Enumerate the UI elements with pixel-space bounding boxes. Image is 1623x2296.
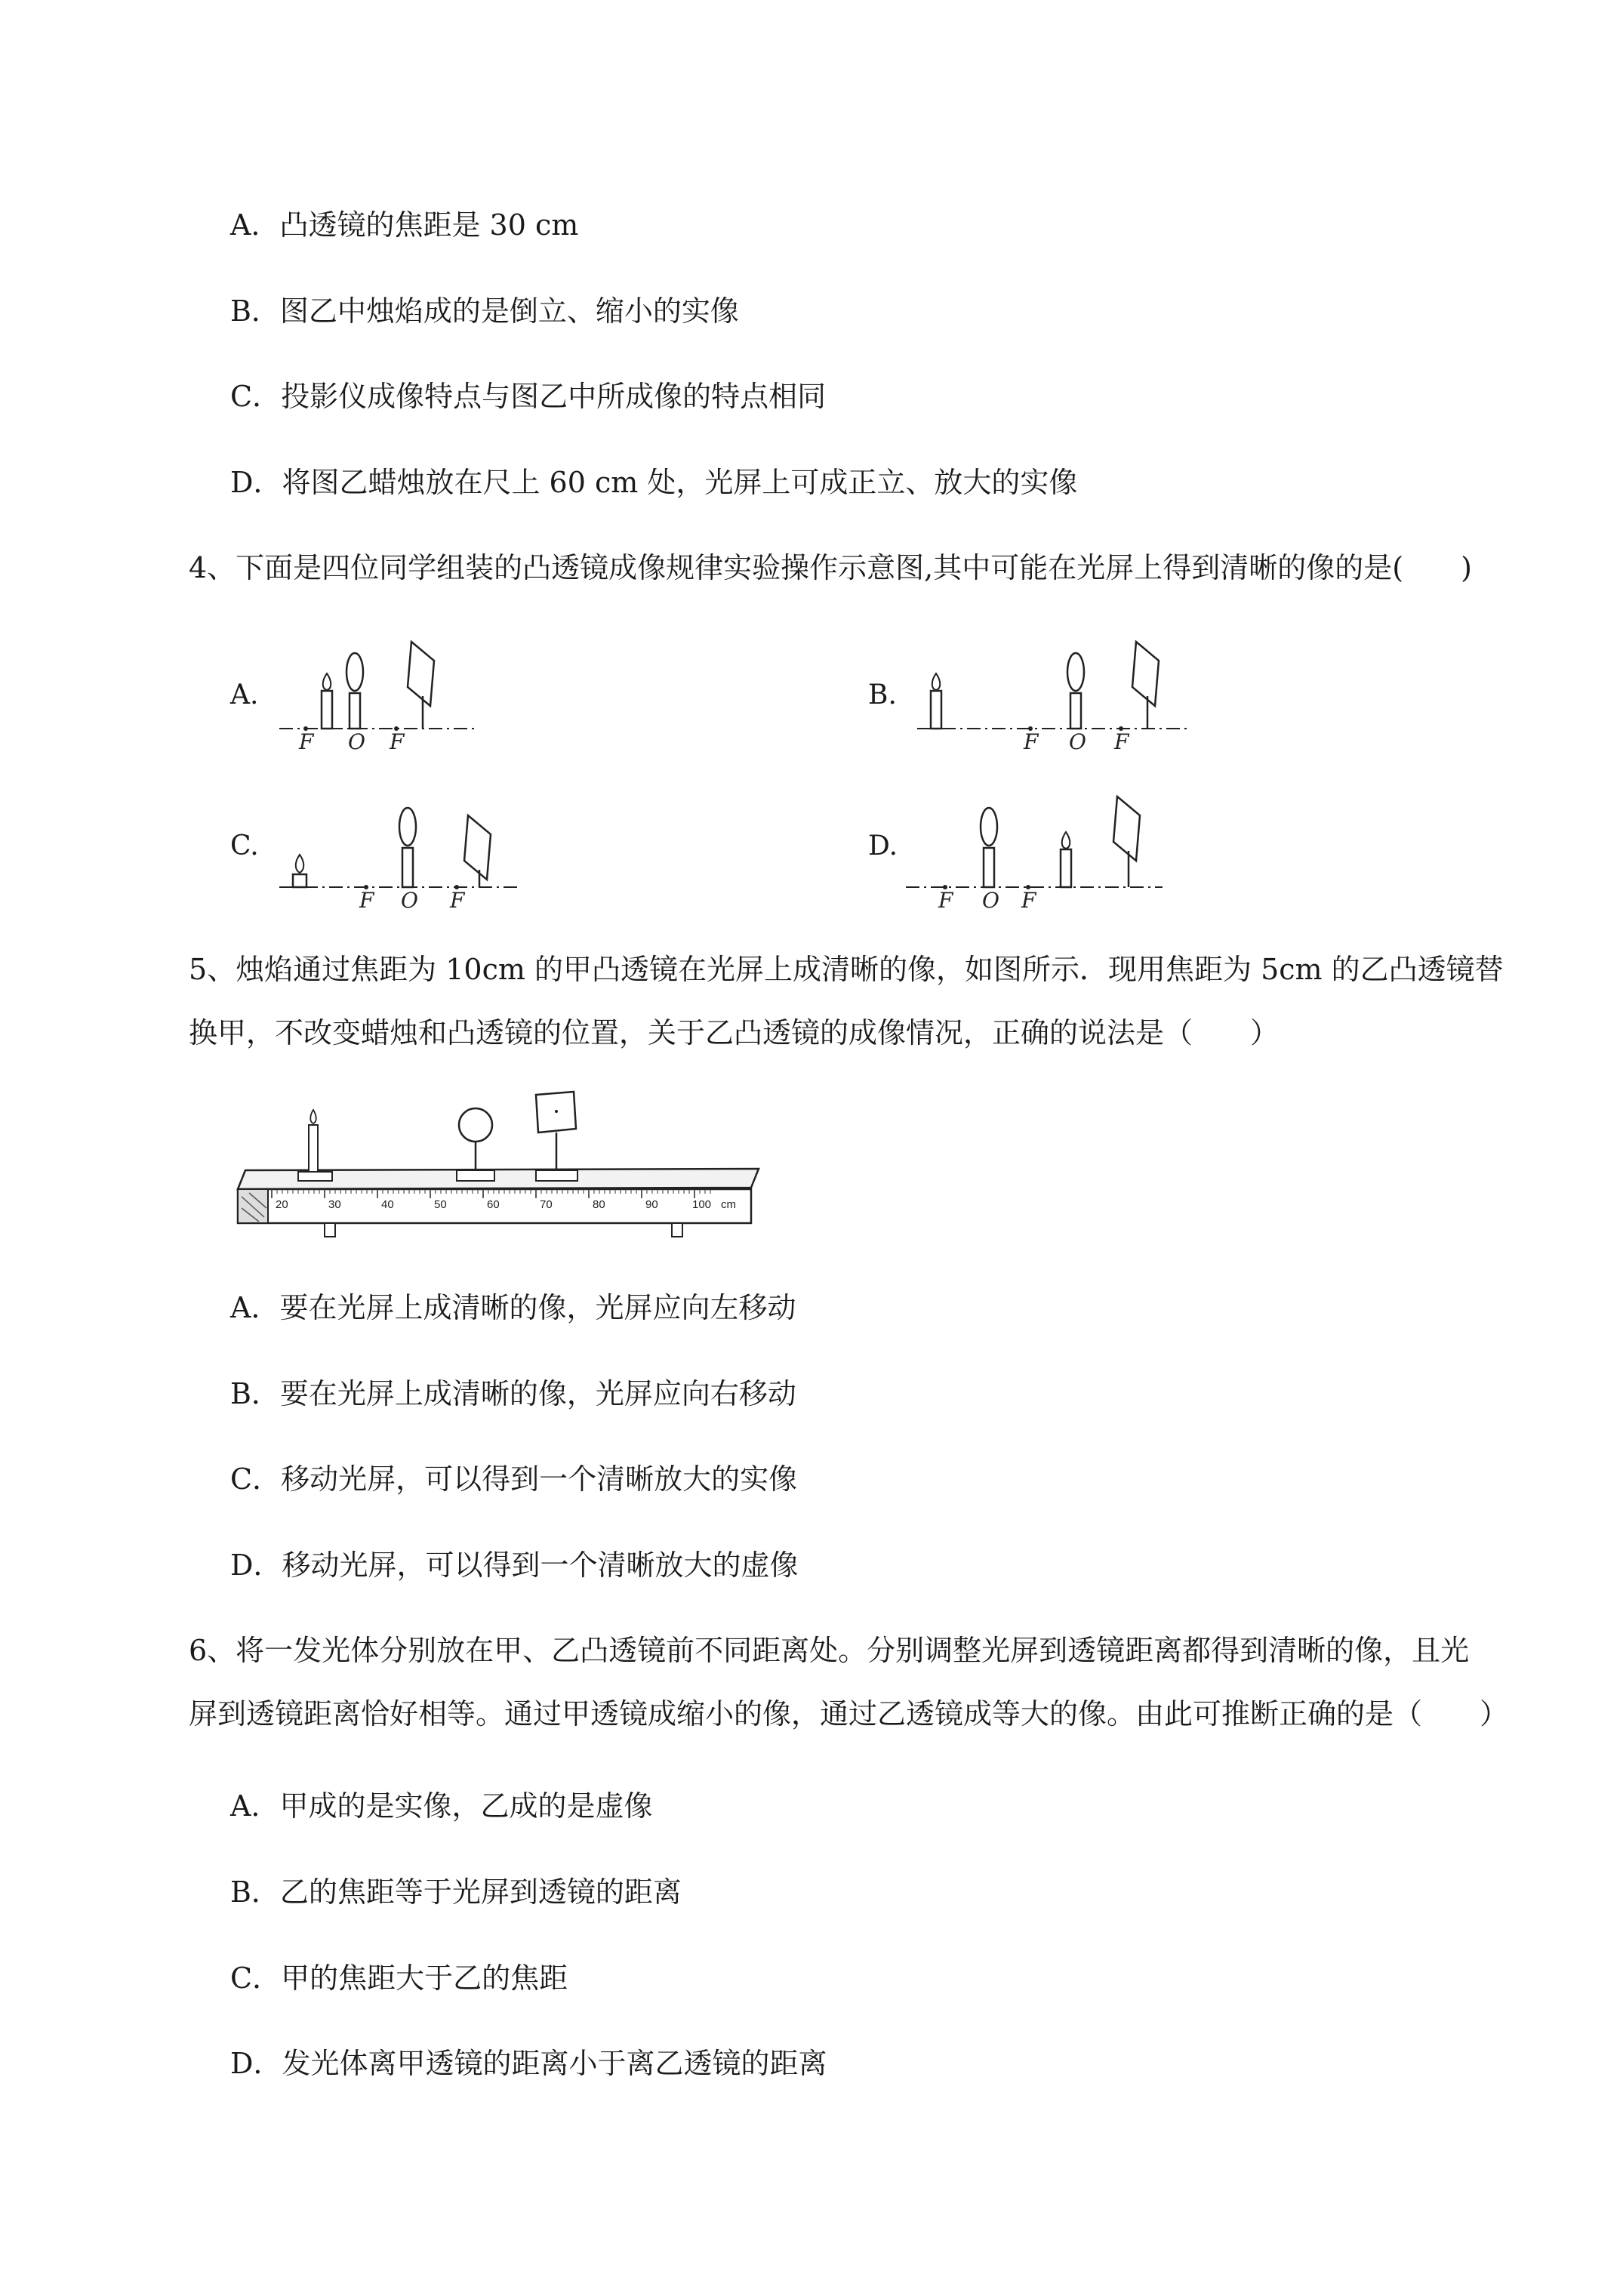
ruler-label-90: 90 bbox=[645, 1198, 658, 1211]
ruler-label-20: 20 bbox=[276, 1198, 288, 1211]
q5-option-b: B．要在光屏上成清晰的像，光屏应向右移动 bbox=[230, 1377, 796, 1410]
q4-figure-b bbox=[910, 634, 1196, 755]
q4-figure-a bbox=[272, 634, 483, 755]
q5-stem-line1: 5、烛焰通过焦距为 10cm 的甲凸透镜在光屏上成清晰的像，如图所示．现用焦距为 5cm 的乙凸透镜替 bbox=[189, 953, 1504, 986]
q4-stem: 4、下面是四位同学组装的凸透镜成像规律实验操作示意图,其中可能在光屏上得到清晰的像的是( ) bbox=[189, 551, 1472, 584]
q4-figure-a-label: A. bbox=[230, 680, 259, 710]
focus-label: F bbox=[1021, 888, 1036, 913]
q4-figure-d bbox=[898, 793, 1170, 914]
q4-figure-d-label: D. bbox=[868, 831, 898, 861]
ruler-label-30: 30 bbox=[328, 1198, 341, 1211]
q3-option-a: A．凸透镜的焦距是 30 cm bbox=[230, 208, 579, 242]
focus-label: F bbox=[299, 729, 314, 754]
center-label: O bbox=[348, 729, 365, 754]
q3-option-d: D．将图乙蜡烛放在尺上 60 cm 处，光屏上可成正立、放大的实像 bbox=[230, 466, 1078, 499]
focus-label: F bbox=[390, 729, 405, 754]
center-label: O bbox=[982, 888, 999, 913]
q4-figure-c-label: C. bbox=[230, 831, 259, 861]
ruler-label-70: 70 bbox=[540, 1198, 553, 1211]
q6-stem-line2: 屏到透镜距离恰好相等。通过甲透镜成缩小的像，通过乙透镜成等大的像。由此可推断正确的是（ ） bbox=[189, 1697, 1509, 1730]
q6-option-c: C．甲的焦距大于乙的焦距 bbox=[230, 1962, 568, 1995]
q6-option-a: A．甲成的是实像，乙成的是虚像 bbox=[230, 1789, 653, 1823]
ruler-label-50: 50 bbox=[434, 1198, 447, 1211]
q5-optical-bench-figure bbox=[230, 1087, 774, 1238]
ruler-unit-label: cm bbox=[721, 1198, 736, 1211]
q5-option-d: D．移动光屏，可以得到一个清晰放大的虚像 bbox=[230, 1549, 799, 1582]
center-label: O bbox=[1069, 729, 1086, 754]
focus-label: F bbox=[450, 888, 465, 913]
ruler-label-60: 60 bbox=[487, 1198, 500, 1211]
q6-option-d: D．发光体离甲透镜的距离小于离乙透镜的距离 bbox=[230, 2047, 827, 2080]
focus-label: F bbox=[1114, 729, 1129, 754]
focus-label: F bbox=[1024, 729, 1039, 754]
ruler-label-80: 80 bbox=[593, 1198, 605, 1211]
focus-label: F bbox=[938, 888, 953, 913]
ruler-label-100: 100 bbox=[692, 1198, 712, 1211]
q5-stem-line2: 换甲，不改变蜡烛和凸透镜的位置，关于乙凸透镜的成像情况，正确的说法是（ ） bbox=[189, 1016, 1280, 1049]
q3-option-c: C．投影仪成像特点与图乙中所成像的特点相同 bbox=[230, 380, 827, 413]
q4-figure-c bbox=[272, 793, 528, 914]
q6-stem-line1: 6、将一发光体分别放在甲、乙凸透镜前不同距离处。分别调整光屏到透镜距离都得到清晰的像，且光 bbox=[189, 1634, 1470, 1667]
ruler-label-40: 40 bbox=[381, 1198, 394, 1211]
q5-option-a: A．要在光屏上成清晰的像，光屏应向左移动 bbox=[230, 1291, 796, 1324]
q6-option-b: B．乙的焦距等于光屏到透镜的距离 bbox=[230, 1875, 682, 1909]
center-label: O bbox=[401, 888, 418, 913]
q4-figure-b-label: B. bbox=[868, 680, 897, 710]
q5-option-c: C．移动光屏，可以得到一个清晰放大的实像 bbox=[230, 1462, 798, 1496]
q3-option-b: B．图乙中烛焰成的是倒立、缩小的实像 bbox=[230, 294, 739, 328]
focus-label: F bbox=[359, 888, 374, 913]
